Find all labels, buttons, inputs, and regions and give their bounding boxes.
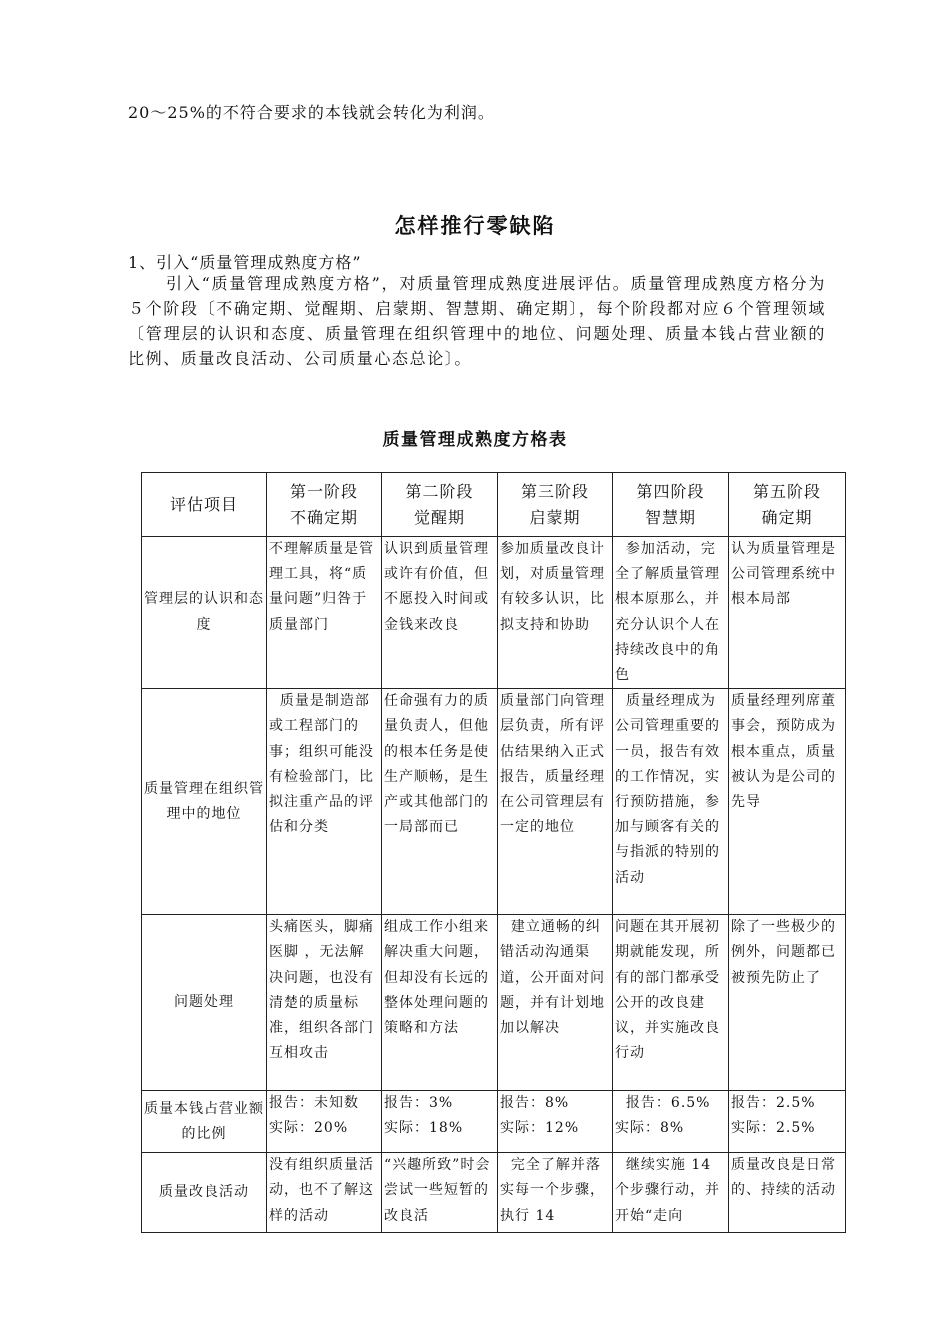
intro-text-line: 20～25%的不符合要求的本钱就会转化为利润。	[128, 103, 495, 122]
table-cell: 头痛医头，脚痛医脚 ，无法解决问题，也没有清楚的质量标准，组织各部门互相攻击	[267, 915, 382, 1091]
table-cell: 任命强有力的质量负责人，但他的根本任务是使生产顺畅，是生产或其他部门的一局部而已	[382, 689, 498, 915]
table-cell: “兴趣所致”时会尝试一些短暂的改良活	[382, 1153, 498, 1233]
table-header-row	[142, 473, 846, 537]
table-cell: 质量部门向管理层负责，所有评估结果纳入正式报告，质量经理在公司管理层有一定的地位	[498, 689, 613, 915]
table-cell: 报告：8% 实际：12%	[498, 1091, 613, 1153]
table-cell: 除了一些极少的例外，问题都已被预先防止了	[729, 915, 846, 1091]
table-cell: 质量经理成为公司管理重要的一员，报告有效的工作情况，实行预防措施，参加与顾客有关的与指派的特别的活动	[613, 689, 729, 915]
row-label: 问题处理	[142, 915, 267, 1091]
table-row	[142, 689, 846, 915]
table-row	[142, 915, 846, 1091]
table-cell: 报告：3% 实际：18%	[382, 1091, 498, 1153]
stage-period: 不确定期	[289, 507, 358, 527]
table-cell: 质量经理列席董事会，预防成为根本重点，质量被认为是公司的先导	[729, 689, 846, 915]
stage-header	[382, 473, 498, 537]
table-cell: 参加质量改良计划，对质量管理有较多认识，比拟支持和协助	[498, 537, 613, 689]
stage-period: 确定期	[761, 507, 813, 527]
row-label: 质量管理在组织管理中的地位	[142, 689, 267, 915]
table-cell: 报告：未知数 实际：20%	[267, 1091, 382, 1153]
table-cell: 组成工作小组来解决重大问题，但却没有长远的整体处理问题的策略和方法	[382, 915, 498, 1091]
section-title: 怎样推行零缺陷	[394, 214, 556, 238]
stage-header	[613, 473, 729, 537]
table-cell: 建立通畅的纠错活动沟通渠道，公开面对问题，并有计划地加以解决	[498, 915, 613, 1091]
item-paragraph: 引入“质量管理成熟度方格”，对质量管理成熟度进展评估。质量管理成熟度方格分为５个阶段〔不确定期、觉醒期、启蒙期、智慧期、确定期〕，每个阶段都对应６个管理领域〔管理层的认识和态度、质量管理在组织管理中的地位、问题处理、质量本钱占营业额的比例、质量改良活动、公司质量心态总论〕。	[128, 274, 826, 368]
stage-period: 启蒙期	[529, 507, 581, 527]
stage-label: 第二阶段	[405, 482, 474, 502]
table-row	[142, 1153, 846, 1233]
row-label: 质量改良活动	[142, 1153, 267, 1233]
table-row	[142, 537, 846, 689]
table-cell: 完全了解并落实每一个步骤，执行 14	[498, 1153, 613, 1233]
table-cell: 报告：2.5% 实际：2.5%	[729, 1091, 846, 1153]
table-row	[142, 1091, 846, 1153]
stage-period: 觉醒期	[413, 507, 465, 527]
table-cell: 认为质量管理是公司管理系统中根本局部	[729, 537, 846, 689]
stage-label: 第一阶段	[289, 482, 358, 502]
table-cell: 问题在其开展初期就能发现，所有的部门都承受公开的改良建议，并实施改良行动	[613, 915, 729, 1091]
stage-header	[498, 473, 613, 537]
stage-header	[729, 473, 846, 537]
item-heading: 1、引入“质量管理成熟度方格”	[128, 253, 362, 272]
table-cell: 继续实施 14个步骤行动，并开始“走向	[613, 1153, 729, 1233]
stage-period: 智慧期	[644, 507, 696, 527]
table-cell: 认识到质量管理或许有价值，但不愿投入时间或金钱来改良	[382, 537, 498, 689]
row-label: 管理层的认识和态度	[142, 537, 267, 689]
table-cell: 质量改良是日常的、持续的活动	[729, 1153, 846, 1233]
table-cell: 报告：6.5% 实际：8%	[613, 1091, 729, 1153]
stage-header	[267, 473, 382, 537]
stage-label: 第三阶段	[520, 482, 589, 502]
stage-label: 第四阶段	[636, 482, 705, 502]
table-cell: 不理解质量是管理工具，将“质量问题”归咎于质量部门	[267, 537, 382, 689]
maturity-grid-table	[141, 472, 846, 1233]
table-cell: 没有组织质量活动，也不了解这样的活动	[267, 1153, 382, 1233]
table-title: 质量管理成熟度方格表	[382, 430, 568, 450]
table-cell: 质量是制造部或工程部门的事；组织可能没有检验部门，比拟注重产品的评估和分类	[267, 689, 382, 915]
corner-header: 评估项目	[142, 473, 267, 537]
stage-label: 第五阶段	[752, 482, 821, 502]
row-label: 质量本钱占营业额的比例	[142, 1091, 267, 1153]
table-cell: 参加活动，完全了解质量管理根本原那么，并充分认识个人在持续改良中的角色	[613, 537, 729, 689]
